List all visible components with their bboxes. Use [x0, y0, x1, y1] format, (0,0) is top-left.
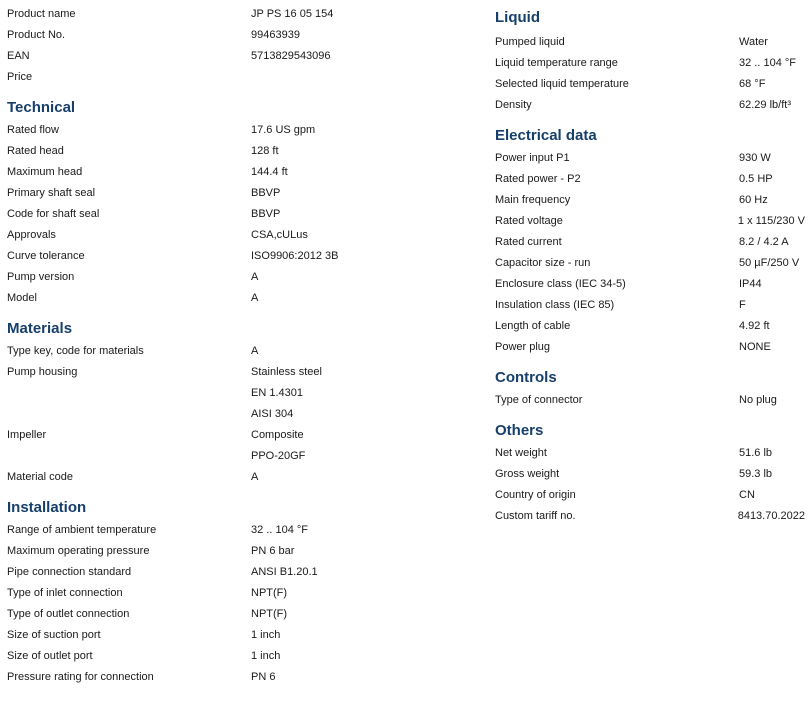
spec-value: F — [739, 299, 746, 311]
spec-label: Liquid temperature range — [495, 57, 618, 69]
spec-value: 1 x 115/230 V — [737, 215, 805, 227]
spec-value: 8413.70.2022 — [737, 510, 805, 522]
spec-row — [7, 246, 477, 267]
spec-value: 32 .. 104 °F — [251, 524, 308, 536]
spec-row — [7, 183, 477, 204]
spec-row — [7, 341, 477, 362]
spec-row — [7, 225, 477, 246]
spec-value: Stainless steel — [251, 366, 322, 378]
spec-value: JP PS 16 05 154 — [251, 8, 334, 20]
spec-label: Selected liquid temperature — [495, 78, 629, 90]
spec-value: AISI 304 — [251, 408, 294, 420]
section-title-others: Others — [495, 422, 544, 439]
spec-value: 50 µF/250 V — [739, 257, 800, 269]
spec-row — [7, 646, 477, 667]
spec-label — [7, 404, 251, 425]
spec-row — [495, 253, 805, 274]
spec-label: Rated current — [495, 236, 562, 248]
spec-value: 930 W — [739, 152, 771, 164]
spec-value — [251, 67, 477, 88]
spec-value: 5713829543096 — [251, 50, 331, 62]
section-title-technical: Technical — [7, 99, 76, 116]
spec-value: 144.4 ft — [251, 166, 288, 178]
section-title-installation: Installation — [7, 499, 87, 516]
spec-value: PN 6 bar — [251, 545, 295, 557]
electrical-table — [495, 148, 805, 358]
spec-row — [7, 383, 477, 404]
spec-label: Pump version — [7, 271, 75, 283]
spec-row — [495, 443, 805, 464]
materials-table — [7, 341, 477, 488]
spec-row — [7, 25, 477, 46]
product-info — [7, 4, 477, 88]
right-column — [495, 8, 805, 527]
section-title-materials: Materials — [7, 320, 73, 337]
spec-value: EN 1.4301 — [251, 387, 303, 399]
spec-row — [7, 520, 477, 541]
spec-row — [495, 274, 805, 295]
spec-row — [495, 295, 805, 316]
spec-value: PPO-20GF — [251, 450, 306, 462]
liquid-table — [495, 32, 805, 116]
spec-row — [495, 464, 805, 485]
spec-label: EAN — [7, 50, 30, 62]
spec-label: Rated voltage — [495, 215, 563, 227]
spec-label: Approvals — [7, 229, 56, 241]
spec-label: Rated head — [7, 145, 64, 157]
spec-value: BBVP — [251, 187, 281, 199]
spec-row — [7, 425, 477, 446]
spec-value: ISO9906:2012 3B — [251, 250, 339, 262]
spec-row — [7, 267, 477, 288]
spec-value: A — [251, 271, 259, 283]
technical-table — [7, 120, 477, 309]
spec-label: Maximum head — [7, 166, 83, 178]
spec-label: Pump housing — [7, 366, 78, 378]
spec-value: IP44 — [739, 278, 762, 290]
spec-value: BBVP — [251, 208, 281, 220]
spec-row — [7, 667, 477, 688]
spec-value: A — [251, 345, 259, 357]
spec-row — [7, 562, 477, 583]
spec-label: Product No. — [7, 29, 66, 41]
spec-label: Impeller — [7, 429, 47, 441]
spec-label: Pressure rating for connection — [7, 671, 154, 683]
controls-table — [495, 390, 805, 411]
spec-row — [7, 288, 477, 309]
spec-value: CSA,cULus — [251, 229, 308, 241]
spec-row — [495, 506, 805, 527]
spec-label: Material code — [7, 471, 74, 483]
spec-value: 51.6 lb — [739, 447, 773, 459]
spec-row — [7, 604, 477, 625]
spec-row — [495, 74, 805, 95]
spec-label: Primary shaft seal — [7, 187, 96, 199]
spec-row — [495, 148, 805, 169]
spec-value: 1 inch — [251, 629, 281, 641]
spec-label: Type of outlet connection — [7, 608, 130, 620]
spec-value: 62.29 lb/ft³ — [739, 99, 791, 111]
spec-value: ANSI B1.20.1 — [251, 566, 318, 578]
spec-row — [495, 53, 805, 74]
spec-label — [7, 446, 251, 467]
spec-label: Net weight — [495, 447, 547, 459]
installation-table — [7, 520, 477, 688]
spec-value: A — [251, 292, 259, 304]
spec-value: NPT(F) — [251, 608, 288, 620]
spec-row — [495, 211, 805, 232]
spec-row — [7, 467, 477, 488]
spec-label: Size of suction port — [7, 629, 101, 641]
spec-row — [495, 485, 805, 506]
spec-value: 60 Hz — [739, 194, 768, 206]
spec-row — [495, 95, 805, 116]
spec-value: Composite — [251, 429, 304, 441]
spec-value: 17.6 US gpm — [251, 124, 316, 136]
spec-label: Model — [7, 292, 37, 304]
spec-label: Rated flow — [7, 124, 59, 136]
others-table — [495, 443, 805, 527]
spec-label: Power input P1 — [495, 152, 570, 164]
spec-value: CN — [739, 489, 755, 501]
spec-row — [7, 46, 477, 67]
spec-value: PN 6 — [251, 671, 276, 683]
spec-label: Type key, code for materials — [7, 345, 144, 357]
spec-row — [495, 32, 805, 53]
spec-label: Country of origin — [495, 489, 576, 501]
spec-label: Length of cable — [495, 320, 571, 332]
spec-label: Maximum operating pressure — [7, 545, 150, 557]
spec-row — [7, 446, 477, 467]
spec-label: Pumped liquid — [495, 36, 565, 48]
section-title-controls: Controls — [495, 369, 557, 386]
spec-value: 8.2 / 4.2 A — [739, 236, 789, 248]
spec-row — [7, 583, 477, 604]
spec-row — [7, 4, 477, 25]
spec-label: Range of ambient temperature — [7, 524, 157, 536]
spec-label — [7, 383, 251, 404]
spec-row — [7, 404, 477, 425]
spec-row — [495, 316, 805, 337]
spec-row — [495, 337, 805, 358]
spec-value: 1 inch — [251, 650, 281, 662]
left-column — [7, 4, 477, 688]
spec-label: Pipe connection standard — [7, 566, 132, 578]
spec-row — [7, 541, 477, 562]
spec-value: No plug — [739, 394, 777, 406]
spec-value: 99463939 — [251, 29, 300, 41]
spec-label: Power plug — [495, 341, 551, 353]
spec-label: Main frequency — [495, 194, 571, 206]
spec-label: Custom tariff no. — [495, 510, 576, 522]
spec-label: Enclosure class (IEC 34-5) — [495, 278, 626, 290]
spec-row — [7, 141, 477, 162]
spec-value: A — [251, 471, 259, 483]
spec-row — [7, 625, 477, 646]
spec-label: Code for shaft seal — [7, 208, 100, 220]
spec-value: NPT(F) — [251, 587, 288, 599]
spec-label: Insulation class (IEC 85) — [495, 299, 615, 311]
spec-label: Product name — [7, 8, 76, 20]
spec-label: Gross weight — [495, 468, 560, 480]
spec-label: Curve tolerance — [7, 250, 85, 262]
spec-row — [495, 232, 805, 253]
spec-value: Water — [739, 36, 768, 48]
spec-row — [495, 390, 805, 411]
spec-row — [495, 190, 805, 211]
spec-label: Capacitor size - run — [495, 257, 591, 269]
spec-value: 32 .. 104 °F — [739, 57, 796, 69]
spec-value: 68 °F — [739, 78, 766, 90]
spec-value: NONE — [739, 341, 771, 353]
spec-row — [7, 162, 477, 183]
spec-label: Rated power - P2 — [495, 173, 581, 185]
spec-row — [7, 67, 477, 88]
spec-value: 0.5 HP — [739, 173, 773, 185]
spec-row — [495, 169, 805, 190]
section-title-liquid: Liquid — [495, 9, 540, 26]
spec-value: 128 ft — [251, 145, 279, 157]
spec-label: Type of connector — [495, 394, 583, 406]
spec-label: Density — [495, 99, 532, 111]
spec-label: Type of inlet connection — [7, 587, 123, 599]
spec-row — [7, 362, 477, 383]
spec-row — [7, 120, 477, 141]
section-title-electrical: Electrical data — [495, 127, 597, 144]
spec-row — [7, 204, 477, 225]
spec-label: Price — [7, 71, 33, 83]
spec-label: Size of outlet port — [7, 650, 93, 662]
spec-value: 4.92 ft — [739, 320, 770, 332]
spec-value: 59.3 lb — [739, 468, 773, 480]
